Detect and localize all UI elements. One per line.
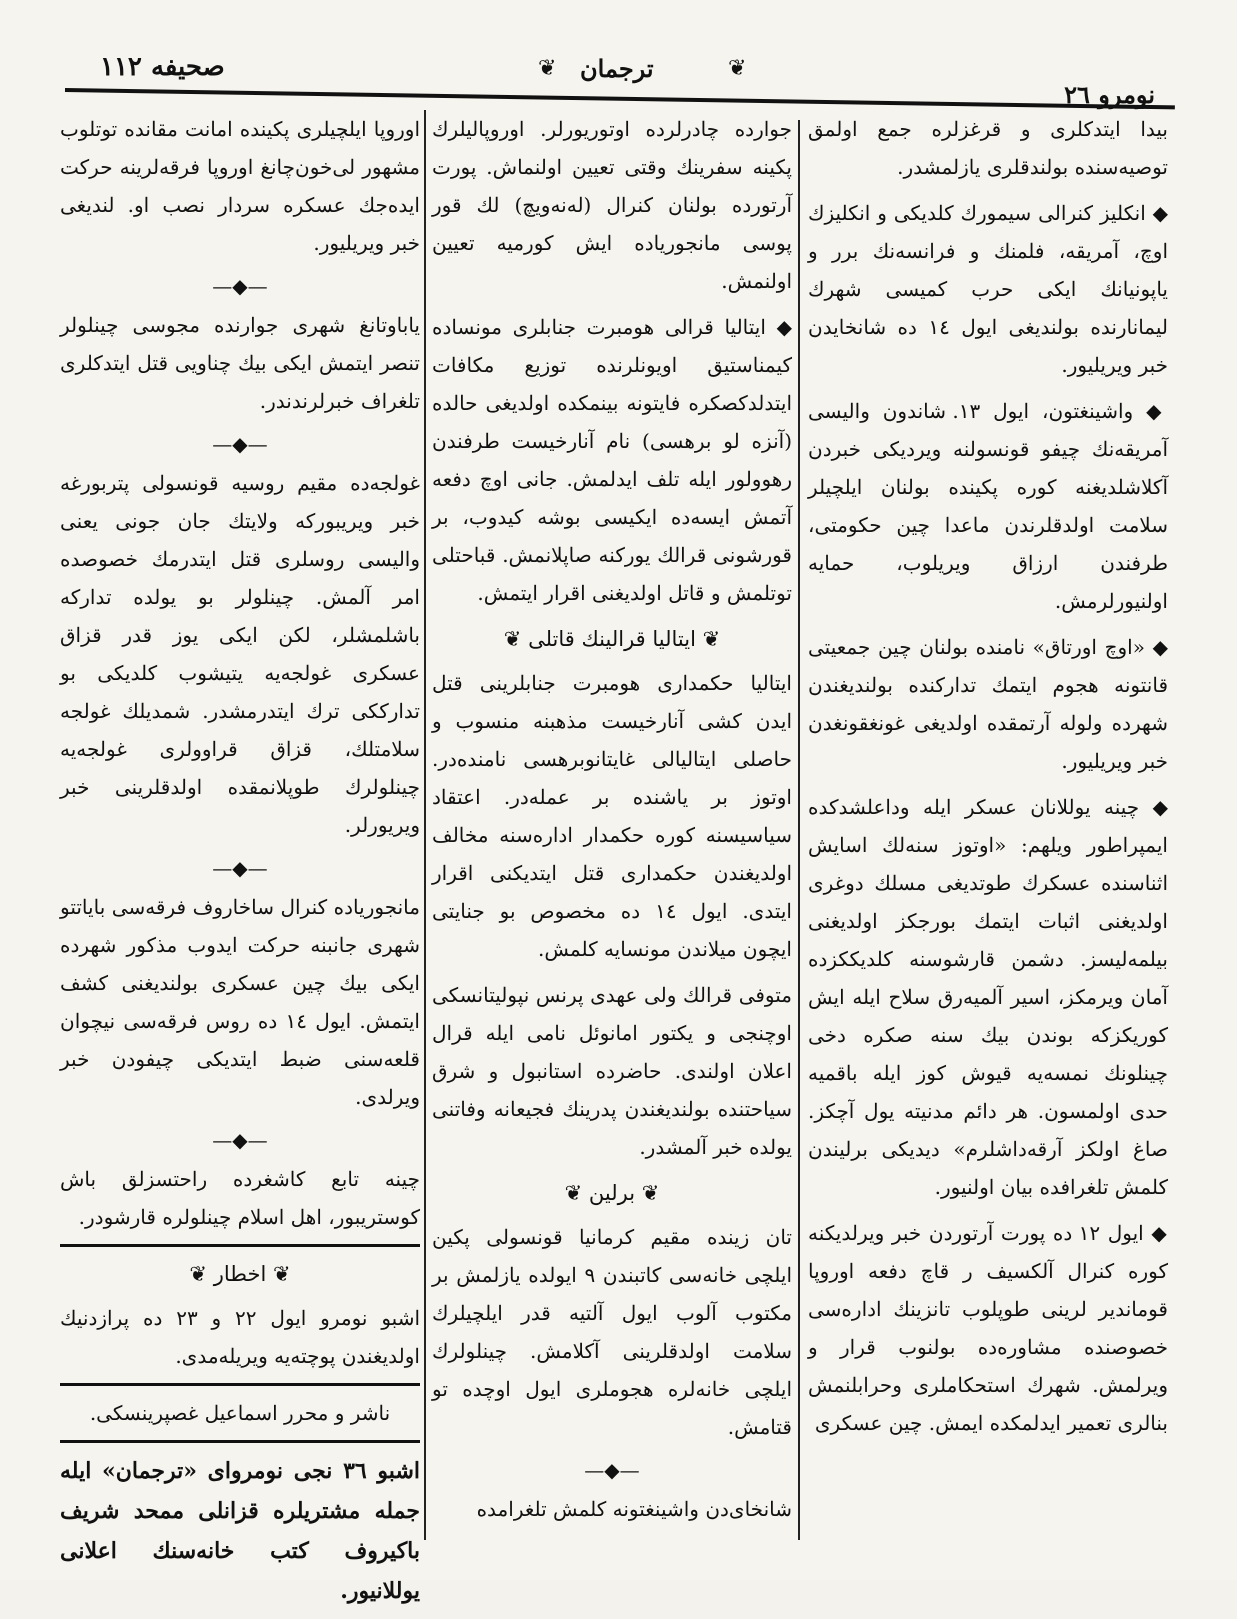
ornament-icon: ❦ [189,1262,208,1286]
announcement: اشبو ٣٦ نجى نومرواى «ترجمان» ايله جمله مشتريلره قزانلى ممحد شريف باكيروف كتب خانه‌سنك اعلانى يوللانيور. [60,1458,420,1604]
section-title-text: برلين [588,1181,636,1205]
article-paragraph: ◆ انكليز كنرالى سيمورك كلديكى و انكليزك اوچ، آمريقه، فلمنك و فرانسه‌نك برر و ياپونيانك ايكى حرب كميسى شهرك ليمانارنده بولنديغى ايول ١٤ ده شانخايدن خبر ويريليور. [808,201,1168,377]
ornament-right-icon: ❦ [728,56,747,81]
article-paragraph: اوروپا ايلچيلرى پكينده امانت مقانده توتلوب مشهور لى‌خون‌چانغ اوروپا فرقه‌لرينه حركت ايده‌جك عسكره سردار نصب او. لنديغى خبر ويريليور. [60,117,420,255]
article-paragraph: غولجه‌ده مقيم روسيه قونسولى پتربورغه خبر ويريبوركه ولايتك جان جونى يعنى واليسى روسلرى قتل ايتدرمك خصوصده امر آلمش. چينلولر بو يولده تداركه باشلمشلر، لكن ايكى يوز قدر قزاق عسكرى غولجه‌يه يتيشوب كلديكى بو تدارككى ترك ايتدرمشدر. شمديلك غولجه سلامتلك، قزاق قراوولرى غولجه‌يه چينلولرك طوپلانمقده اولدقلرينى خبر ويريورلر. [60,471,420,837]
article-paragraph: بيدا ايتدكلرى و قرغزلره جمع اولمق توصيه‌سنده بولندقلرى يازلمشدر. [808,117,1168,179]
issue-number: نومرو ٢٦ [1064,80,1155,109]
ornament-icon: ❦ [641,1181,660,1205]
diamond-separator-icon: —◆— [212,274,268,298]
ornament-left-icon: ❦ [538,56,557,81]
article-paragraph: ◆ «اوچ اورتاق» نامنده بولنان چين جمعيتى قانتونه هجوم ايتمك تداركنده بولنديغندن شهرده ولوله آرتمقده اولديغى غونغقونغدن خبر ويريليور. [808,635,1168,773]
article-paragraph: شانخاى‌دن واشينغتونه كلمش تلغرامده [476,1497,792,1521]
section-rule [60,1244,420,1247]
diamond-separator-icon: —◆— [584,1458,640,1482]
newspaper-title: ترجمان [580,54,654,83]
notice-title [60,1255,420,1293]
right-column [808,110,1168,1450]
ornament-icon: ❦ [503,627,522,651]
page-number: صحيفه ١١٢ [100,52,225,82]
diamond-separator-icon: —◆— [212,856,268,880]
left-column [60,110,420,1619]
article-paragraph: مانجورياده كنرال ساخاروف فرقه‌سى باياتتو شهرى جانبنه حركت ايدوب مذكور شهرده ايكى بيك چين عسكرى بولنديغنى كشف ايتمش. ايول ١٤ ده روس فرقه‌سى نيچوان قلعه‌سنى ضبط ايتديكى چيفودن خبر ويرلدى. [60,895,420,1109]
article-paragraph: ◆ ايول ١٢ ده پورت آرتوردن خبر ويرلديكنه كوره كنرال آلكسيف ر قاچ دفعه اوروپا قوماندير لرينى طوپلوب تانزينك اداره‌سى خصوصنده مشاوره‌ده بولنوب قرار و ويرلمش. شهرك استحكاملرى وحرابلنمش بنالرى تعمير ايدلمكده ايمش. چين عسكرى [808,1221,1168,1435]
ornament-icon: ❦ [702,627,721,651]
article-paragraph: ياباوتانغ شهرى جوارنده مجوسى چينلولر تنصر ايتمش ايكى بيك چناويى قتل ايتدكلرى تلغراف خبرلرندندر. [60,313,420,413]
article-paragraph: متوفى قرالك ولى عهدى پرنس نپوليتانسكى اوچنجى و يكتور امانوئل نامى ايله قرال اعلان اولندى. حاضرده استانبول و شرق سياحتنده بولنديغندن پدرينك فجيعانه وفاتنى يولده خبر آلمشدر. [432,983,792,1159]
article-paragraph: ◆ چينه يوللانان عسكر ايله وداعلشدكده ايمپراطور ويلهم: «اوتوز سنه‌لك اسايش اثناسنده عسكرك طوتديغى مسلك دوغرى اولديغنى اثبات ايتمك بورجكز اولديغنى بيلمه‌ليسز. دشمن قارشوسنه كلديككزده آمان ويرمكز، اسير آلميه‌رق سلاح ايله ايش كوريكزكه بوندن بيك سنه صكره دخى چينلونك نمسه‌يه قيوش كوز ايله باقميه حدى اولمسون. هر دائم مدنيته يول آچكز. صاغ اولكز آرقه‌داشلرم» ديديكى برليندن كلمش تلغرافده بيان اولنيور. [808,795,1168,1199]
column-divider-right [798,120,800,1540]
column-divider-left [424,110,426,1540]
article-paragraph: جوارده چادرلرده اوتوريورلر. اوروپاليلرك پكينه سفرينك وقتى تعيين اولنماش. پورت آرتورده بولنان كنرال (له‌نه‌ويچ) لك قور پوسى مانجورياده ايش كورميه تعيين اولنمش. [432,117,792,293]
notice-text: اشبو نومرو ايول ٢٢ و ٢٣ ده پرازدنيك اولديغندن پوچته‌يه ويريله‌مدى. [60,1306,421,1368]
diamond-separator-icon: —◆— [212,432,268,456]
ornament-icon: ❦ [564,1181,583,1205]
article-paragraph: تان زينده مقيم كرمانيا قونسولى پكين ايلچى خانه‌سى كاتبندن ٩ ايولده يازلمش بر مكتوب آلوب ايول آلتيه قدر ايلچيلرك سلامت اولدقلرينى آكلامش. چينلولرك ايلچى خانه‌لره هجوملرى ايول اوچده تو قتامش. [432,1225,793,1439]
diamond-separator-icon: —◆— [212,1128,268,1152]
article-paragraph: ايتاليا حكمدارى هومبرت جنابلرينى قتل ايدن كشى آنارخيست مذهبنه منسوب و حاصلى ايتاليالى غايتانوبرهسى نامنده‌در. اوتوز بر ياشنده بر عمله‌در. اعتقاد سياسيسنه كوره حكمدار اداره‌سنه مخالف اولديغندن حكمدارى قتل ايتديكنى اقرار ايتدى. ايول ١٤ ده مخصوص بو جنايتى ايچون ميلاندن مونسايه كلمش. [432,671,792,961]
article-paragraph: ◆ ايتاليا قرالى هومبرت جنابلرى مونساده كيمناستيق اويونلرنده توزيع مكافات ايتدلدكصكره فايتونه بينمكده اولديغى حالده (آنزه لو برهسى) نام آنارخيست طرفندن رهوولور ايله تلف ايدلمش. جانى اوچ دفعه آتمش ايسه‌ده ايكيسى بوشه كيدوب، بر قورشونى قرالك يوركنه صاپلانمش. قباحتلى توتلمش و قاتل اولديغنى اقرار ايتمش. [432,315,792,605]
article-paragraph: ◆ واشينغتون، ايول ١٣. شاندون واليسى آمريقه‌نك چيفو قونسولنه ويرديكى خبردن آكلاشلديغنه كوره پكينده بولنان ايلچيلر سلامت اولدقلرندن ماعدا چين حكومتى، طرفندن ارزاق ويريلوب، حمايه اولنيورلرمش. [808,399,1168,613]
publisher-line: ناشر و محرر اسماعيل غصپرينسكى. [89,1401,391,1425]
notice-title-text: اخطار [213,1262,267,1286]
section-title-text: ايتاليا قرالينك قاتلى [528,627,696,651]
article-paragraph: چينه تابع كاشغرده راحتسزلق باش كوستريبور، اهل اسلام چينلولره قارشودر. [60,1167,420,1229]
section-rule [60,1440,420,1443]
section-rule [60,1383,420,1386]
section-title [432,620,792,658]
ornament-icon: ❦ [272,1262,291,1286]
middle-column [432,110,792,1536]
section-title [432,1174,792,1212]
